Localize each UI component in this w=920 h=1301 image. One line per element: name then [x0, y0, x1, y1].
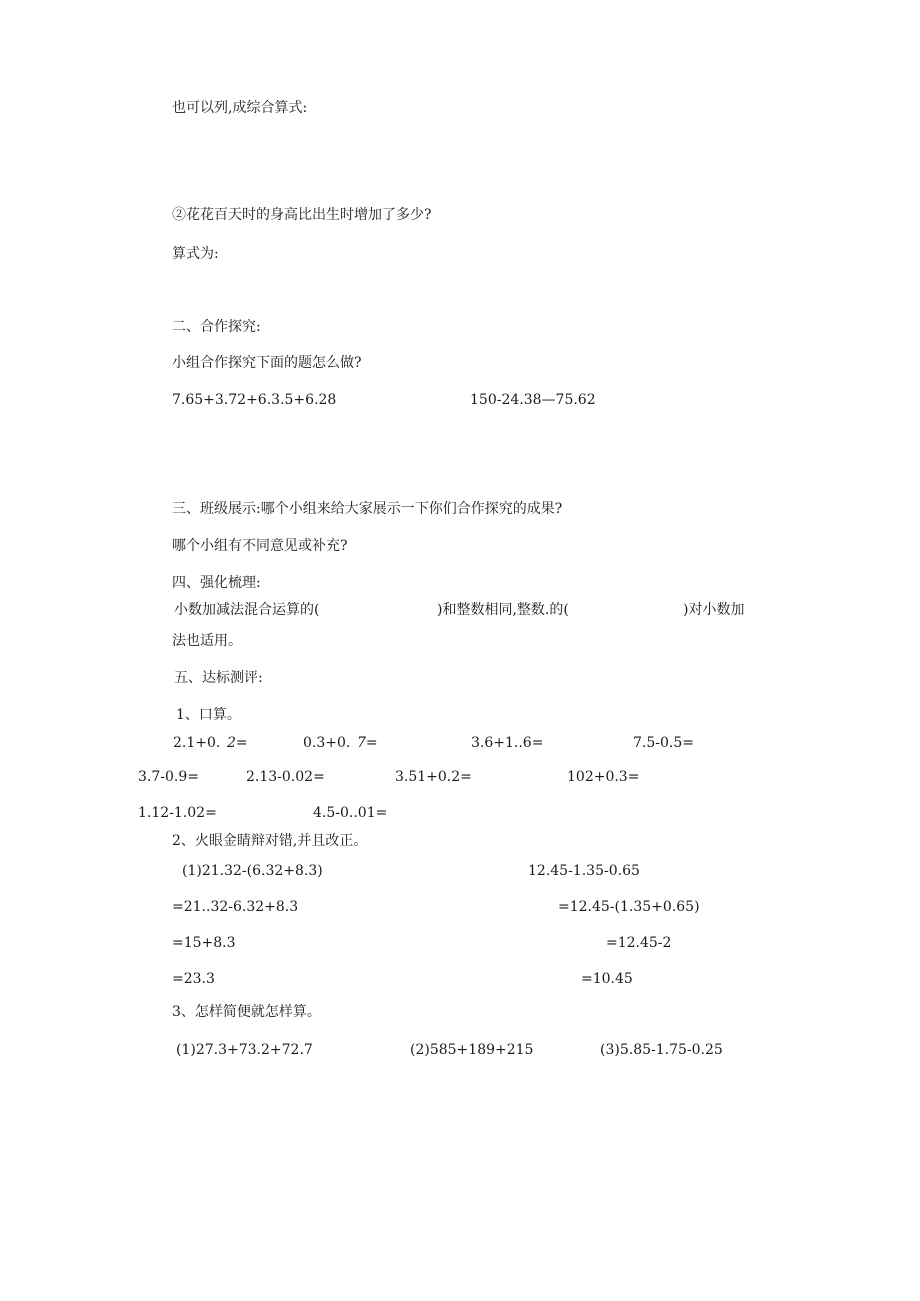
section-2-title: 二、合作探究: — [172, 319, 261, 335]
check-right-step: 12.45-1.35-0.65 — [528, 863, 640, 879]
section-4-text-d: 法也适用。 — [172, 633, 242, 649]
expression-right: 150-24.38—75.62 — [470, 392, 596, 408]
expression-left: 7.65+3.72+6.3.5+6.28 — [172, 392, 337, 408]
section-4-text-c: )对小数加 — [683, 602, 745, 618]
oral-item: 102+0.3= — [567, 769, 640, 785]
oral-calc-title: 1、口算。 — [176, 707, 241, 723]
oral-item: 2.13-0.02= — [246, 769, 325, 785]
oral-item: 3.7-0.9= — [138, 769, 199, 785]
oral-item: 2.1+0. — [173, 735, 221, 751]
simple-calc-item: (1)27.3+73.2+72.7 — [176, 1042, 313, 1058]
oral-item: 7.5-0.5= — [633, 735, 694, 751]
formula-label: 算式为: — [172, 246, 219, 262]
question-2-text: ②花花百天时的身高比出生时增加了多少? — [172, 207, 432, 223]
simple-calc-item: (3)5.85-1.75-0.25 — [600, 1042, 723, 1058]
oral-item-suffix: 2= — [227, 735, 248, 751]
simple-calc-title: 3、怎样简便就怎样算。 — [172, 1004, 321, 1020]
check-right-step: =12.45-(1.35+0.65) — [558, 899, 700, 915]
oral-item-suffix: 7= — [357, 735, 378, 751]
oral-item: 0.3+0. — [303, 735, 351, 751]
check-left-step: =15+8.3 — [172, 935, 236, 951]
check-left-step: =23.3 — [172, 971, 215, 987]
oral-item: 1.12-1.02= — [138, 805, 217, 821]
section-4-text-a: 小数加减法混合运算的( — [174, 602, 320, 618]
section-5-title: 五、达标测评: — [174, 670, 263, 686]
section-4-title: 四、强化梳理: — [172, 575, 261, 591]
combined-formula-text: 也可以列,成综合算式: — [172, 100, 308, 116]
check-left-step: (1)21.32-(6.32+8.3) — [182, 863, 323, 879]
oral-item: 4.5-0..01= — [313, 805, 388, 821]
oral-item: 3.6+1..6= — [471, 735, 544, 751]
section-3-title: 三、班级展示:哪个小组来给大家展示一下你们合作探究的成果? — [172, 501, 563, 517]
check-left-step: =21..32-6.32+8.3 — [172, 899, 299, 915]
section-4-text-b: )和整数相同,整数.的( — [437, 602, 569, 618]
check-right-step: =10.45 — [581, 971, 633, 987]
oral-item: 3.51+0.2= — [395, 769, 472, 785]
error-check-title: 2、火眼金睛辩对错,并且改正。 — [172, 833, 368, 849]
section-3-prompt: 哪个小组有不同意见或补充? — [172, 538, 348, 554]
check-right-step: =12.45-2 — [606, 935, 672, 951]
simple-calc-item: (2)585+189+215 — [410, 1042, 534, 1058]
section-2-prompt: 小组合作探究下面的题怎么做? — [172, 355, 362, 371]
